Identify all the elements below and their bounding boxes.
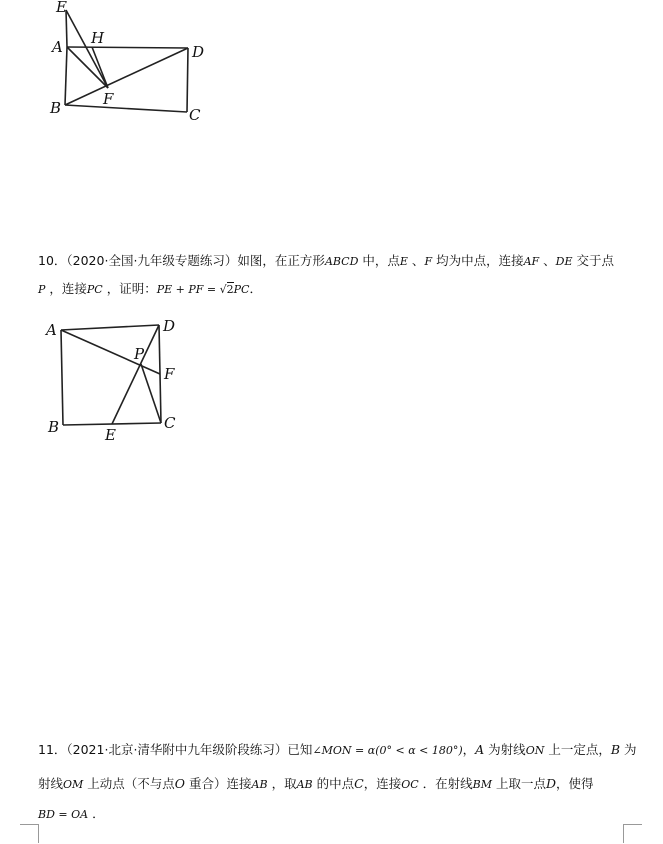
problem-10-line-1: 10．（2020·全国·九年级专题练习）如图，在正方形ABCD 中，点E 、F 均为中点，连接AF 、DE 交于点 (38, 253, 615, 268)
problem-11-line-3: BD = OA ． (38, 806, 105, 821)
fig1-segment-AF (67, 47, 108, 88)
problem-10-source: （2020·全国·九年级专题练习） (66, 253, 238, 268)
fig1-label-H: H (91, 29, 105, 47)
fig1-segment-EF (66, 10, 108, 88)
problem-10-number: 10． (38, 253, 67, 268)
fig1-label-E: E (56, 0, 67, 16)
fig1-label-A: A (52, 38, 63, 56)
problem-11-line-1: 11．（2021·北京·清华附中九年级阶段练习）已知∠MON = α(0° < α < 180°)，A 为射线ON 上一定点，B 为 (38, 742, 637, 757)
fig2-label-A: A (46, 321, 57, 339)
fig1-label-F: F (103, 90, 114, 108)
figure-2-square-diagram (40, 312, 190, 447)
fig2-segment-AF (61, 330, 160, 374)
fig2-label-F: F (164, 365, 175, 383)
problem-11-source: （2021·北京·清华附中九年级阶段练习） (66, 742, 288, 757)
fig1-label-C: C (189, 106, 201, 124)
fig1-label-D: D (192, 43, 205, 61)
fig2-label-C: C (164, 414, 176, 432)
fig2-label-E: E (105, 426, 116, 444)
fig1-side-BA (65, 47, 67, 105)
fig2-side-AD (61, 325, 159, 330)
fig2-label-B: B (48, 418, 60, 436)
problem-10-line-2: P ，连接PC ，证明：PE + PF = √2PC． (38, 281, 262, 296)
fig1-segment-HF (92, 47, 108, 88)
fig1-label-B: B (50, 99, 62, 117)
fig1-side-CB (65, 105, 187, 112)
fig2-label-D: D (163, 317, 176, 335)
figure-1-rectangle-diagram (40, 0, 220, 125)
fig1-side-DC (187, 48, 188, 112)
problem-10-formula: PE + PF = √2PC (156, 283, 250, 296)
fig2-side-BA (61, 330, 63, 425)
page-corner-mark-left (20, 824, 39, 843)
problem-11-line-2: 射线OM 上动点（不与点O 重合）连接AB ，取AB 的中点C，连接OC ．在射线BM 上取一点D，使得 (38, 776, 594, 791)
fig2-label-P: P (134, 345, 145, 363)
fig2-segment-DE (112, 325, 159, 424)
fig1-segment-BD (65, 48, 188, 105)
problem-11-number: 11． (38, 742, 67, 757)
page-corner-mark-right (623, 824, 642, 843)
